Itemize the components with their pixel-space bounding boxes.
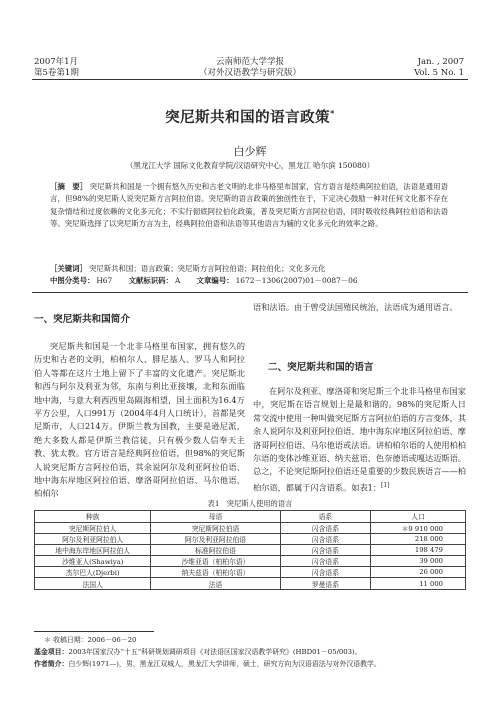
right-column-continuation [253, 301, 466, 314]
table-row [35, 567, 466, 578]
article-number-label: 文章编号： [196, 276, 234, 286]
article-title-text: 突尼斯共和国的语言政策 [165, 109, 331, 126]
metadata-divider [32, 292, 468, 293]
header-date-en: Jan. , 2007 [417, 57, 464, 67]
table-header-cell: 语系 [280, 511, 371, 523]
title-footnote-mark: * [330, 108, 335, 119]
section-2-heading: 二、突尼斯共和国的语言 [268, 362, 374, 373]
article-title [0, 106, 500, 127]
section-2-body [253, 385, 466, 495]
author-affiliation: （黑龙江大学 国际文化教育学院/汉语研究中心，黑龙江 哈尔滨 150080） [125, 161, 375, 170]
section-2-paragraph [253, 385, 466, 495]
classification [50, 275, 448, 287]
doc-code-label: 文献标识码： [128, 276, 173, 286]
header-issue-info-en [414, 57, 464, 79]
clc-value: H67 [96, 276, 113, 286]
abstract [50, 181, 448, 230]
table-cell: 闪含语系 [280, 567, 371, 578]
table-row [35, 578, 466, 589]
keywords [50, 263, 448, 275]
section-1-paragraph: 突尼斯共和国是一个北非马格里布国家，拥有悠久的历史和古老的文明，柏柏尔人、腓尼基人、罗马人和阿拉伯人等都在这片土地上留下了丰富的文化遗产。突尼斯北和西与阿尔及利亚为邻，东南与利比亚接壤，北和东面临地中海，与意大利西西里岛隔海相望，国土面积为16.4万平方公里，人口991万（2004年4月人口统计），首都是突尼斯市，人口214万。伊斯兰教为国教，主要是逊尼派，绝大多数人都是伊斯兰教信徒，只有极少数人信奉天主教、犹太教。官方语言是经典阿拉伯语，但98%的突尼斯人说突尼斯方言阿拉伯语，其余说阿尔及利亚阿拉伯语、地中海东岸地区阿拉伯语、摩洛哥阿拉伯语、马尔他语、柏柏尔 [34, 341, 245, 499]
table-row [35, 522, 466, 533]
table-cell: 法语 [151, 578, 280, 589]
abstract-label: ［摘 要］ [50, 182, 88, 191]
table-cell: 罗曼语系 [280, 578, 371, 589]
header-journal-edition: （对外汉语教学与研究版） [198, 68, 301, 78]
citation-mark: [1] [381, 481, 390, 489]
footnote-author-text: 白少辉(1971—)，男，黑龙江双城人，黑龙江大学讲师，硕士，研究方向为汉语语法与对外汉语教学。 [68, 660, 381, 668]
languages-table [34, 510, 466, 590]
table-cell: 阿尔及利亚阿拉伯语 [151, 533, 280, 544]
header-issue-info [34, 57, 79, 79]
table-cell: 沙维亚人(Shawiya) [35, 556, 151, 567]
table-cell: 地中海东岸地区阿拉伯人 [35, 544, 151, 555]
footnote-fund-label: 基金项目： [34, 648, 69, 656]
table-cell: 纳夫兹语（柏柏尔语） [151, 567, 280, 578]
table-cell: 突尼斯阿拉伯人 [35, 522, 151, 533]
header-date: 2007年1月 [34, 57, 79, 67]
table-cell: 杰尔巴人(Djerbi) [35, 567, 151, 578]
table-header-cell: 母语 [151, 511, 280, 523]
table-cell: 198 479 [371, 544, 466, 555]
footnote-fund-text: 2003年国家汉办“十五”科研规划调研项目《对法语区国家汉语教学研究》(HBD01－05/003)。 [68, 648, 362, 656]
header-journal-name: 云南师范大学学报 [215, 57, 284, 67]
footnote-author-label: 作者简介： [34, 660, 69, 668]
table-header-row [35, 511, 466, 523]
table-cell: 218 000 [371, 533, 466, 544]
author-name: 白少辉 [233, 145, 267, 158]
footnote-divider [34, 631, 154, 632]
table-cell: 法国人 [35, 578, 151, 589]
doc-code-value: A [174, 276, 181, 286]
table-cell: 闪含语系 [280, 533, 371, 544]
section-2-paragraph-text: 在阿尔及利亚、摩洛哥和突尼斯三个北非马格里布国家中，突尼斯在语言规划上是最和谐的。98%的突尼斯人日常交流中使用一种叫做突尼斯方言阿拉伯语的方言变体，其余人说阿尔及利亚阿拉伯语、地中海东岸地区阿拉伯语、摩洛哥阿拉伯语、马尔他语或法语。讲柏柏尔语的人使用柏柏尔语的变体沙维亚语、纳夫兹语、色奈德语或嘎达迈斯语。总之，不论突尼斯阿拉伯语还是重要的少数民族语言——柏柏尔语，都属于闪含语系。如表1： [253, 386, 466, 493]
table-cell: 闪含语系 [280, 544, 371, 555]
keywords-label: ［关键词］ [50, 264, 87, 273]
table-cell: 标准阿拉伯语 [151, 544, 280, 555]
clc-label: 中图分类号： [50, 276, 95, 286]
table-cell: 39 000 [371, 556, 466, 567]
header-volume-en: Vol. 5 No. 1 [414, 68, 464, 78]
table-header-cell: 人口 [371, 511, 466, 523]
table-cell: 沙维亚语（柏柏尔语） [151, 556, 280, 567]
abstract-text: 突尼斯共和国是一个拥有悠久历史和古老文明的北非马格里布国家，官方语言是经典阿拉伯语，法语是通用语言，但98%的突尼斯人说突尼斯方言阿拉伯语。突尼斯的语言政策的独创性在于，下定决心鼓励一种对任何文化都不存在复杂情结和过度依赖的文化多元化；不实行彻底阿拉伯化政策，普及突尼斯方言阿拉伯语，同时吸收经典阿拉伯语和法语等。突尼斯选择了以突尼斯方言为主，经典阿拉伯语和法语等其他语言为辅的文化多元化的效率之路。 [50, 182, 448, 228]
table-caption: 表1 突尼斯人使用的语言 [207, 499, 293, 508]
footnote-author [34, 658, 466, 670]
table-row [35, 556, 466, 567]
footnote-received: ＊ 收稿日期：2006－06－20 [44, 636, 137, 644]
table-cell: 11 000 [371, 578, 466, 589]
article-metadata [50, 263, 448, 288]
table-cell: 突尼斯阿拉伯语 [151, 522, 280, 533]
table-row [35, 533, 466, 544]
table-cell: 闪含语系 [280, 556, 371, 567]
section-1-body [34, 340, 245, 501]
table-cell: 26 000 [371, 567, 466, 578]
footnote-fund [34, 646, 466, 658]
table-cell: 阿尔及利亚阿拉伯人 [35, 533, 151, 544]
header-volume: 第5卷第1期 [34, 68, 79, 78]
table-cell: 闪含语系 [280, 522, 371, 533]
table-row [35, 544, 466, 555]
section-1-heading: 一、突尼斯共和国简介 [34, 314, 130, 325]
continued-paragraph: 语和法语。由于曾受法国殖民统治，法语成为通用语言。 [253, 302, 458, 312]
header-divider [32, 79, 468, 80]
article-number-value: 1672－1306(2007)01－0087－06 [235, 276, 358, 286]
header-journal [150, 57, 350, 79]
table-header-cell: 种族 [35, 511, 151, 523]
keywords-text: 突尼斯共和国；语言政策；突尼斯方言阿拉伯语；阿拉伯化；文化多元化 [88, 264, 326, 273]
table-cell: ＊9 910 000 [371, 522, 466, 533]
